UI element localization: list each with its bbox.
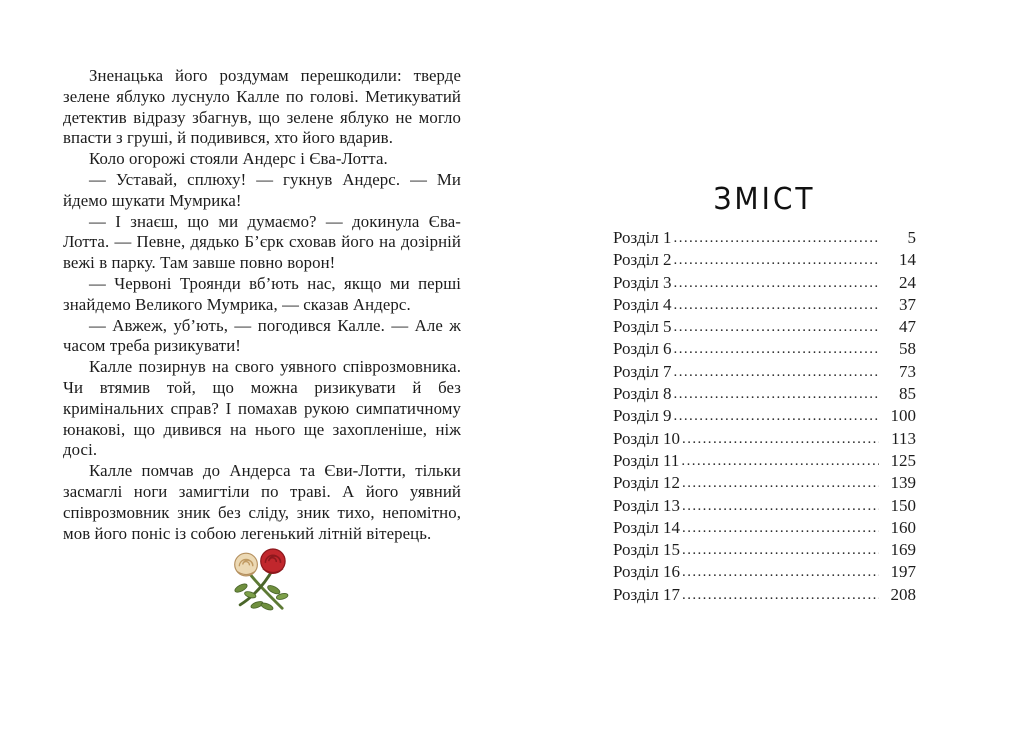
paragraph: Коло огорожі стояли Андерс і Єва-Лотта.: [89, 149, 388, 169]
toc-entry-page: 113: [891, 428, 916, 448]
paragraph: — Уставай, сплюху! — гукнув Андерс. — Ми йдемо шукати Мумрика!: [63, 169, 461, 210]
toc-dot-leader: [682, 517, 879, 537]
toc-entry-page: 85: [899, 384, 916, 404]
toc-entry: [613, 562, 916, 584]
toc-entry-label: Розділ 15: [613, 540, 681, 560]
toc-entry-page: 197: [890, 562, 916, 582]
toc-dot-leader: [674, 361, 879, 381]
toc-entry-label: Розділ 16: [613, 562, 681, 582]
toc-dot-leader: [682, 561, 879, 581]
toc-entry: [613, 429, 916, 451]
toc-entry-page: 37: [899, 294, 916, 314]
toc-entry-label: Розділ 11: [613, 450, 680, 470]
toc-dot-leader: [674, 316, 879, 336]
table-of-contents: [613, 182, 916, 607]
toc-entry-label: Розділ 8: [613, 384, 672, 404]
toc-entry: [613, 585, 916, 607]
toc-entry: [613, 339, 916, 361]
toc-entry-label: Розділ 3: [613, 272, 672, 292]
toc-entry-label: Розділ 2: [613, 250, 672, 270]
crossed-roses-icon: [220, 546, 304, 620]
toc-entry: [613, 473, 916, 495]
toc-entry-page: 160: [890, 517, 916, 537]
toc-entry-page: 14: [899, 250, 916, 270]
paragraph: — Авжеж, уб’ють, — погодився Калле. — Але ж часом треба ризикувати!: [63, 315, 461, 356]
toc-dot-leader: [682, 428, 879, 448]
toc-dot-leader: [674, 249, 879, 269]
toc-entry-page: 169: [890, 540, 916, 560]
toc-entry-label: Розділ 6: [613, 339, 672, 359]
toc-entry-label: Розділ 12: [613, 473, 681, 493]
toc-entry-label: Розділ 10: [613, 428, 681, 448]
toc-entry: [613, 250, 916, 272]
paragraph: Зненацька його роздумам перешкодили: тверде зелене яблуко луснуло Калле по голові. Метикуватий детектив відразу збагнув, що зелене яблуко не могло впасти з груші, й подивився, хто його вдарив.: [63, 66, 461, 148]
toc-entry-label: Розділ 5: [613, 317, 672, 337]
toc-entry-label: Розділ 17: [613, 584, 681, 604]
toc-dot-leader: [674, 383, 879, 403]
toc-entry: [613, 406, 916, 428]
toc-entry-label: Розділ 14: [613, 517, 681, 537]
toc-entry-page: 139: [890, 473, 916, 493]
chapter-end-ornament: [63, 546, 461, 625]
toc-entry-label: Розділ 1: [613, 228, 672, 247]
paragraph: — Червоні Троянди вб’ють нас, якщо ми перші знайдемо Великого Мумрика, — сказав Андерс.: [63, 273, 461, 314]
toc-entry-page: 150: [890, 495, 916, 515]
toc-entry-page: 73: [899, 361, 916, 381]
left-page-body-text: [63, 66, 461, 544]
toc-entry-page: 58: [899, 339, 916, 359]
toc-dot-leader: [682, 472, 879, 492]
toc-entry-label: Розділ 13: [613, 495, 681, 515]
toc-entry-page: 100: [890, 406, 916, 426]
toc-entry-page: 5: [907, 228, 916, 247]
toc-entry: [613, 496, 916, 518]
toc-entry-page: 24: [899, 272, 916, 292]
toc-dot-leader: [674, 294, 879, 314]
toc-dot-leader: [674, 227, 879, 247]
paragraph: Калле помчав до Андерса та Єви-Лотти, тільки засмаглі ноги замигтіли по траві. А його уявний співрозмовник зник без сліду, зник тихо, непомітно, мов його поніс із собою легенький літній вітерець.: [63, 461, 461, 543]
toc-entry: [613, 451, 916, 473]
toc-dot-leader: [674, 272, 879, 292]
toc-entry-label: Розділ 9: [613, 406, 672, 426]
toc-entry-page: 208: [890, 584, 916, 604]
toc-entry: [613, 384, 916, 406]
toc-entry: [613, 295, 916, 317]
toc-entry-label: Розділ 4: [613, 294, 672, 314]
toc-entry: [613, 317, 916, 339]
toc-dot-leader: [682, 584, 879, 604]
toc-entry-label: Розділ 7: [613, 361, 672, 381]
toc-dot-leader: [681, 450, 879, 470]
toc-dot-leader: [674, 405, 879, 425]
toc-entry: [613, 540, 916, 562]
paragraph: — І знаєш, що ми думаємо? — докинула Єва-Лотта. — Певне, дядько Б’єрк сховав його на дозірній вежі в парку. Там завше повно ворон!: [63, 211, 461, 273]
toc-title: ЗМІСТ: [713, 180, 816, 217]
toc-dot-leader: [674, 338, 879, 358]
toc-dot-leader: [682, 539, 879, 559]
toc-entry: [613, 228, 916, 250]
toc-entry: [613, 362, 916, 384]
toc-dot-leader: [682, 495, 879, 515]
toc-entry: [613, 518, 916, 540]
toc-entry-page: 47: [899, 317, 916, 337]
toc-entry-page: 125: [890, 450, 916, 470]
paragraph: Калле позирнув на свого уявного співрозмовника. Чи втямив той, що можна ризикувати й без кримінальних справ? І помахав рукою симпатичному юнакові, що дивився на нього ще захопленіше, ніж досі.: [63, 357, 461, 460]
toc-entry: [613, 273, 916, 295]
